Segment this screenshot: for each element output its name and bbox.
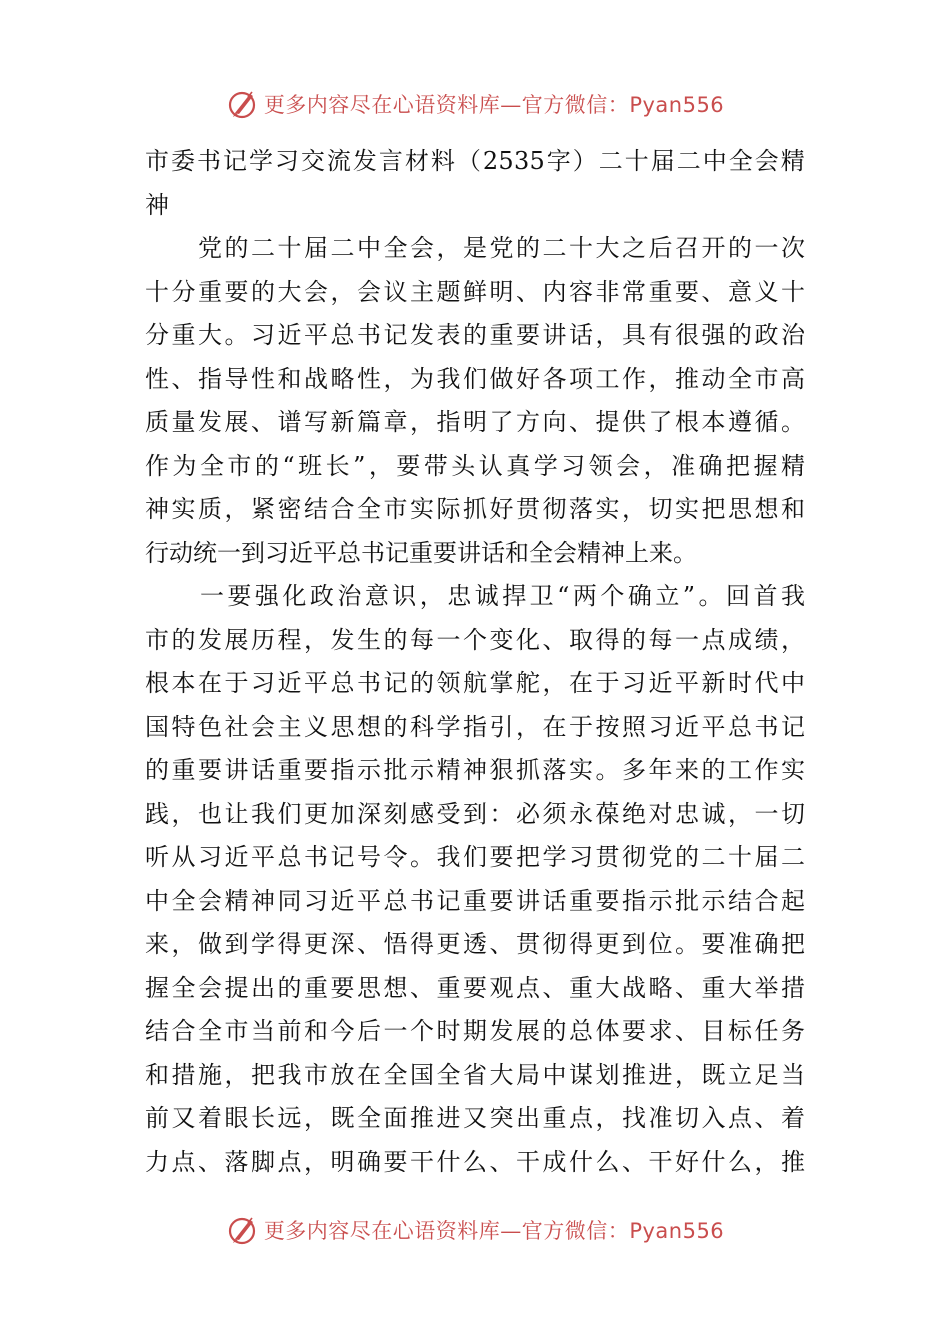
- banner-wechat-id: Pyan556: [629, 1219, 725, 1243]
- text-line: 党的二十届二中全会，是党的二十大之后召开的一次: [145, 234, 805, 262]
- banner-text: [264, 89, 724, 119]
- text-line: 行动统一到习近平总书记重要讲话和全会精神上来。: [145, 538, 697, 567]
- text-line: 神实质，紧密结合全市实际抓好贯彻落实，切实把思想和: [145, 495, 805, 523]
- text-line: 性、指导性和战略性，为我们做好各项工作，推动全市高: [145, 364, 805, 393]
- text-line: 力点、落脚点，明确要干什么、干成什么、干好什么，推: [145, 1147, 805, 1176]
- text-line: 质量发展、谱写新篇章，指明了方向、提供了根本遵循。: [145, 408, 805, 436]
- text-line: 十分重要的大会，会议主题鲜明、内容非常重要、意义十: [145, 277, 805, 306]
- quill-pen-circle-icon: [226, 1214, 258, 1246]
- text-line: 作为全市的“班长”，要带头认真学习领会，准确把握精: [145, 451, 805, 480]
- text-line: 前又着眼长远，既全面推进又突出重点，找准切入点、着: [145, 1104, 805, 1132]
- text-line: 市的发展历程，发生的每一个变化、取得的每一点成绩，: [145, 625, 805, 654]
- banner-wechat-id: Pyan556: [629, 93, 725, 117]
- text-line: 分重大。习近平总书记发表的重要讲话，具有很强的政治: [145, 321, 805, 349]
- text-line: 践，也让我们更加深刻感受到：必须永葆绝对忠诚，一切: [145, 799, 805, 828]
- title-line: 市委书记学习交流发言材料（2535字）二十届二中全会精: [145, 147, 805, 175]
- text-line: 国特色社会主义思想的科学指引，在于按照习近平总书记: [145, 712, 805, 741]
- document-title: [145, 140, 805, 227]
- header-banner: [0, 84, 950, 124]
- quill-pen-circle-icon: [226, 88, 258, 120]
- text-line: 结合全市当前和今后一个时期发展的总体要求、目标任务: [145, 1017, 805, 1045]
- text-line: 和措施，把我市放在全国全省大局中谋划推进，既立足当: [145, 1060, 805, 1089]
- text-line: 来，做到学得更深、悟得更透、贯彻得更到位。要准确把: [145, 930, 805, 958]
- title-line: 神: [145, 190, 170, 219]
- text-line: 一要强化政治意识，忠诚捍卫“两个确立”。回首我: [145, 582, 805, 610]
- paragraph-2: [145, 575, 805, 1184]
- banner-main-text: 更多内容尽在心语资料库—官方微信：: [263, 1219, 630, 1243]
- banner-main-text: 更多内容尽在心语资料库—官方微信：: [263, 93, 630, 117]
- text-line: 听从习近平总书记号令。我们要把学习贯彻党的二十届二: [145, 843, 805, 871]
- text-line: 的重要讲话重要指示批示精神狠抓落实。多年来的工作实: [145, 756, 805, 784]
- text-line: 握全会提出的重要思想、重要观点、重大战略、重大举措: [145, 973, 805, 1002]
- paragraph-1: [145, 227, 805, 575]
- document-body: [145, 140, 805, 1184]
- text-line: 根本在于习近平总书记的领航掌舵，在于习近平新时代中: [145, 669, 805, 697]
- banner-text: [264, 1215, 724, 1245]
- footer-banner: [0, 1210, 950, 1250]
- text-line: 中全会精神同习近平总书记重要讲话重要指示批示结合起: [145, 886, 805, 915]
